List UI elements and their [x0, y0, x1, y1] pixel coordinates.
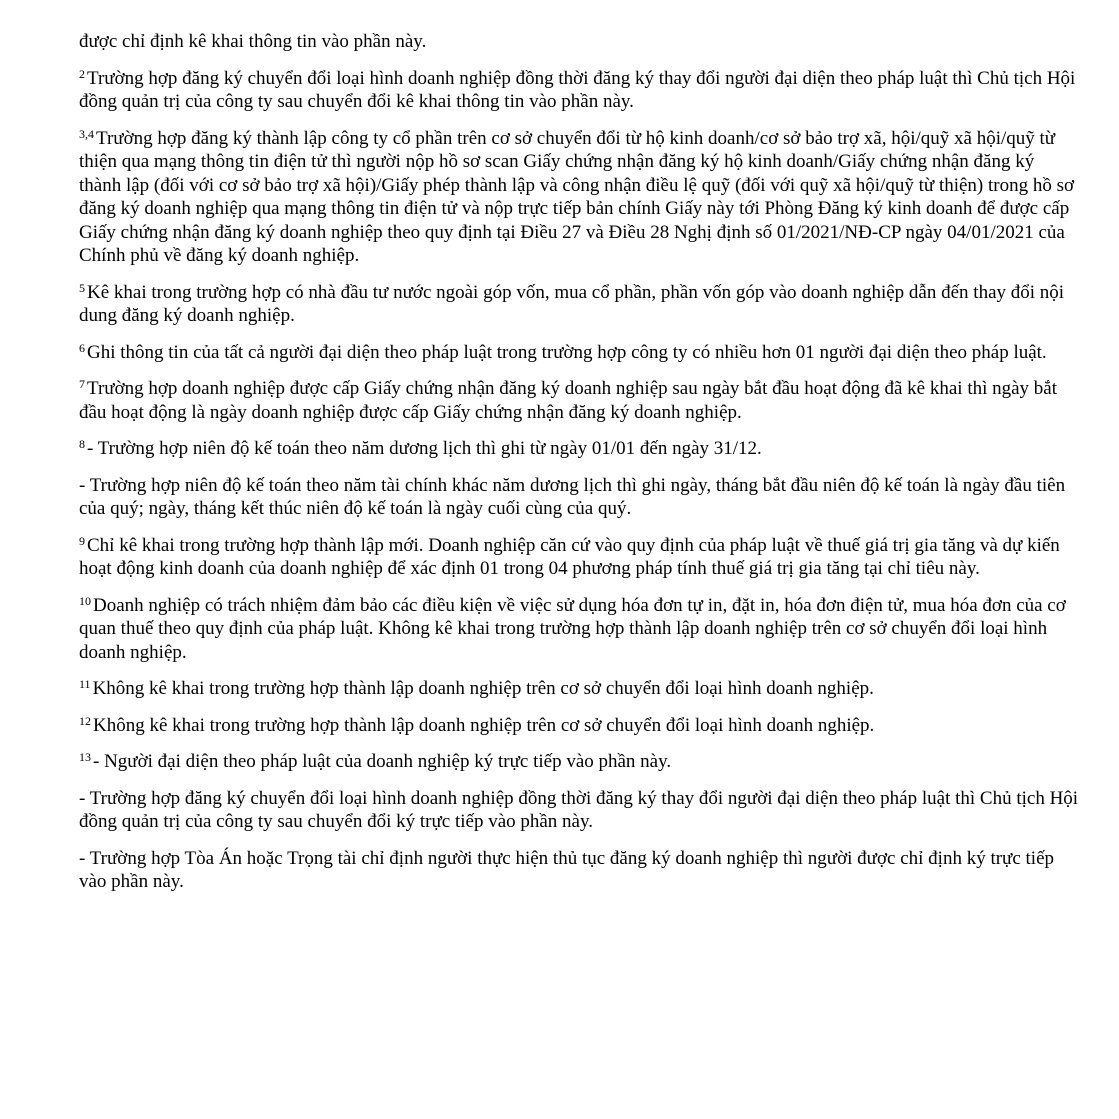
footnote-text: - Trường hợp Tòa Án hoặc Trọng tài chỉ định người thực hiện thủ tục đăng ký doanh nghiệp thì người được chỉ định ký trực tiếp vào phần này.: [79, 847, 1055, 892]
footnote-8-continued: [79, 474, 1079, 521]
footnote-text: Doanh nghiệp có trách nhiệm đảm bảo các điều kiện về việc sử dụng hóa đơn tự in, đặt in, hóa đơn điện tử, mua hóa đơn của cơ quan thuế theo quy định của pháp luật. Không kê khai trong trường hợp thành lập doanh nghiệp trên cơ sở chuyển đổi loại hình doanh nghiệp.: [79, 594, 1066, 663]
footnote-text: Không kê khai trong trường hợp thành lập doanh nghiệp trên cơ sở chuyển đổi loại hình doanh nghiệp.: [92, 678, 874, 699]
footnote-marker: 11: [79, 677, 91, 691]
footnote-marker: 9: [79, 533, 85, 548]
footnote-text: Ghi thông tin của tất cả người đại diện theo pháp luật trong trường hợp công ty có nhiều hơn 01 người đại diện theo pháp luật.: [87, 341, 1047, 363]
footnote-marker: 10: [79, 593, 91, 608]
footnote-text: Chỉ kê khai trong trường hợp thành lập mới. Doanh nghiệp căn cứ vào quy định của pháp luật về thuế giá trị gia tăng và dự kiến hoạt động kinh doanh của doanh nghiệp để xác định 01 trong 04 phương pháp tính thuế giá trị gia tăng tại chỉ tiêu này.: [79, 534, 1060, 579]
footnote-10: [79, 594, 1079, 665]
footnote-13: [79, 750, 1079, 774]
footnote-3-4: [79, 127, 1079, 268]
footnote-2: [79, 67, 1079, 114]
footnote-6: [79, 341, 1079, 365]
footnote-5: [79, 281, 1079, 328]
footnote-marker: 2: [79, 66, 85, 81]
footnote-marker: 12: [79, 713, 91, 728]
footnote-marker: 6: [79, 340, 85, 355]
footnote-text: Trường hợp doanh nghiệp được cấp Giấy chứng nhận đăng ký doanh nghiệp sau ngày bắt đầu hoạt động đã kê khai thì ngày bắt đầu hoạt động là ngày doanh nghiệp được cấp Giấy chứng nhận đăng ký doanh nghiệp.: [79, 378, 1058, 423]
footnote-paragraph: [79, 30, 1079, 54]
footnote-marker: 8: [79, 437, 85, 451]
footnote-text: Trường hợp đăng ký thành lập công ty cổ phần trên cơ sở chuyển đổi từ hộ kinh doanh/cơ sở bảo trợ xã, hội/quỹ xã hội/quỹ từ thiện qua mạng thông tin điện tử thì người nộp hồ sơ scan Giấy chứng nhận đăng ký hộ kinh doanh/Giấy chứng nhận đăng ký thành lập (đối với cơ sở bảo trợ xã hội)/Giấy phép thành lập và công nhận điều lệ quỹ (đối với quỹ xã hội/quỹ từ thiện) trong hồ sơ đăng ký doanh nghiệp qua mạng thông tin điện tử và nộp trực tiếp bản chính Giấy này tới Phòng Đăng ký kinh doanh để được cấp Giấy chứng nhận đăng ký doanh nghiệp theo quy định tại Điều 27 và Điều 28 Nghị định số 01/2021/NĐ-CP ngày 04/01/2021 của Chính phủ về đăng ký doanh nghiệp.: [79, 127, 1075, 266]
footnote-text: Kê khai trong trường hợp có nhà đầu tư nước ngoài góp vốn, mua cổ phần, phần vốn góp vào doanh nghiệp dẫn đến thay đổi nội dung đăng ký doanh nghiệp.: [79, 281, 1065, 326]
footnote-marker: 7: [79, 377, 85, 391]
footnote-7: [79, 377, 1079, 424]
footnote-8: [79, 437, 1079, 461]
footnote-text: Không kê khai trong trường hợp thành lập doanh nghiệp trên cơ sở chuyển đổi loại hình doanh nghiệp.: [93, 714, 875, 736]
footnote-text: - Trường hợp niên độ kế toán theo năm tài chính khác năm dương lịch thì ghi ngày, tháng bắt đầu niên độ kế toán là ngày đầu tiên của quý; ngày, tháng kết thúc niên độ kế toán là ngày cuối cùng của quý.: [79, 474, 1066, 519]
footnote-13-continued-b: [79, 847, 1079, 894]
footnote-13-continued-a: [79, 787, 1079, 834]
footnote-marker: 13: [79, 750, 91, 764]
footnote-9: [79, 534, 1079, 581]
footnote-text: được chỉ định kê khai thông tin vào phần này.: [79, 31, 427, 52]
footnote-text: - Trường hợp đăng ký chuyển đổi loại hình doanh nghiệp đồng thời đăng ký thay đổi người đại diện theo pháp luật thì Chủ tịch Hội đồng quản trị của công ty sau chuyển đổi ký trực tiếp vào phần này.: [79, 787, 1079, 832]
footnote-text: - Người đại diện theo pháp luật của doanh nghiệp ký trực tiếp vào phần này.: [93, 751, 672, 772]
footnote-marker: 3,4: [79, 126, 94, 141]
footnote-12: [79, 714, 1079, 738]
footnote-marker: 5: [79, 280, 85, 295]
footnote-text: - Trường hợp niên độ kế toán theo năm dương lịch thì ghi từ ngày 01/01 đến ngày 31/12.: [87, 438, 762, 459]
footnote-text: Trường hợp đăng ký chuyển đổi loại hình doanh nghiệp đồng thời đăng ký thay đổi người đại diện theo pháp luật thì Chủ tịch Hội đồng quản trị của công ty sau chuyển đổi kê khai thông tin vào phần này.: [79, 67, 1076, 112]
footnotes-page: [79, 30, 1079, 907]
footnote-11: [79, 677, 1079, 701]
